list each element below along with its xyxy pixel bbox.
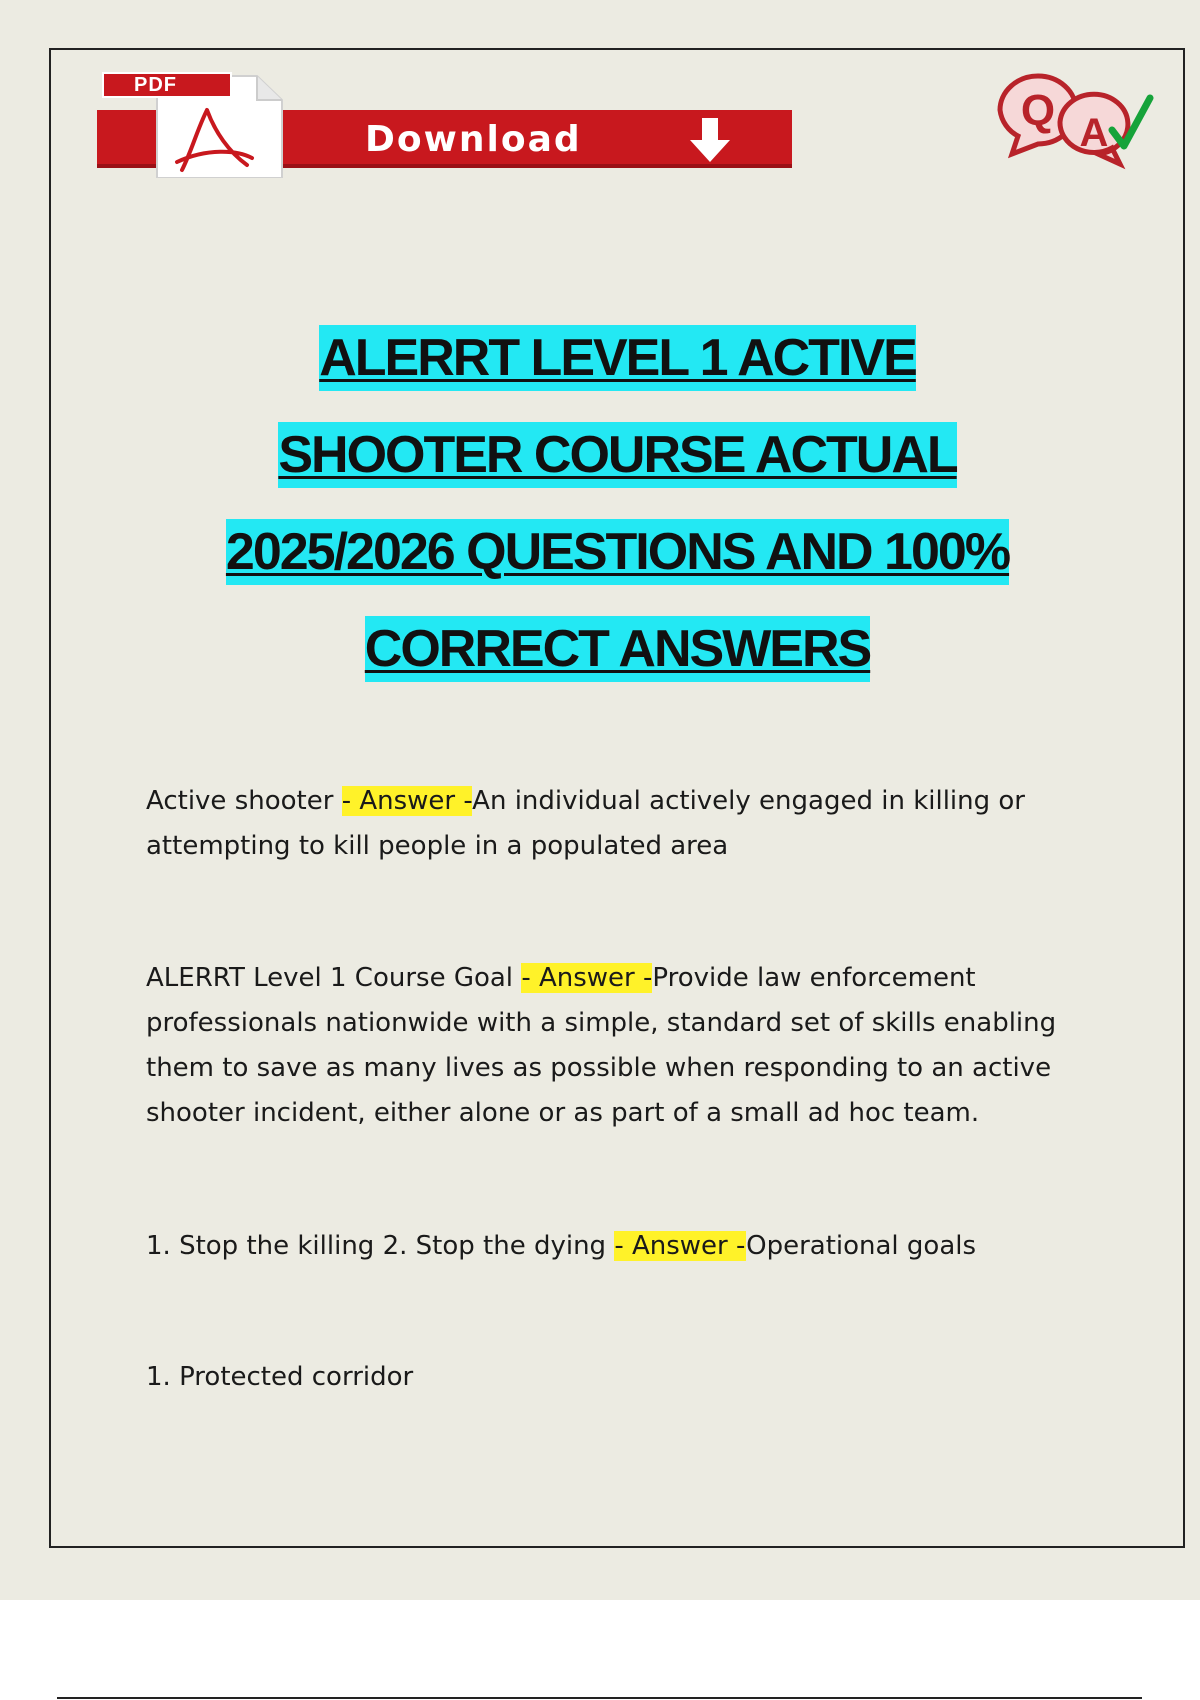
logo-q-letter: Q — [1020, 86, 1056, 135]
title-line: CORRECT ANSWERS — [80, 601, 1155, 698]
title-line: ALERRT LEVEL 1 ACTIVE — [80, 310, 1155, 407]
logo-a-letter: A — [1079, 111, 1109, 155]
pdf-label: PDF — [102, 72, 232, 98]
qa-item — [146, 779, 1096, 869]
qa-item — [146, 1224, 1096, 1269]
download-label: Download — [365, 119, 582, 160]
page-separator-line — [57, 1697, 1142, 1699]
qa-item — [146, 956, 1096, 1136]
answer-text: Provide law enforcement professionals nationwide with a simple, standard set of skills enabling them to save as many lives as possible when responding to an active shooter incident, either alone or as part of a small ad hoc team. — [146, 963, 1057, 1128]
answer-marker: - Answer - — [521, 963, 653, 993]
title-line: 2025/2026 QUESTIONS AND 100% — [80, 504, 1155, 601]
question-text: 1. Stop the killing 2. Stop the dying — [146, 1231, 615, 1261]
answer-marker: - Answer - — [614, 1231, 747, 1261]
arrow-down-icon — [682, 114, 738, 166]
document-title — [80, 310, 1155, 698]
qa-item — [146, 1355, 1096, 1400]
question-text: ALERRT Level 1 Course Goal — [146, 963, 522, 993]
pdf-download-banner[interactable] — [97, 70, 797, 180]
answer-text: Operational goals — [746, 1231, 977, 1261]
answer-text: An individual actively engaged in killing or attempting to kill people in a populated area — [146, 786, 1025, 861]
answer-marker: - Answer - — [341, 786, 473, 816]
question-text: 1. Protected corridor — [146, 1362, 414, 1392]
title-line: SHOOTER COURSE ACTUAL — [80, 407, 1155, 504]
qa-logo — [990, 70, 1160, 170]
question-text: Active shooter — [146, 786, 342, 816]
